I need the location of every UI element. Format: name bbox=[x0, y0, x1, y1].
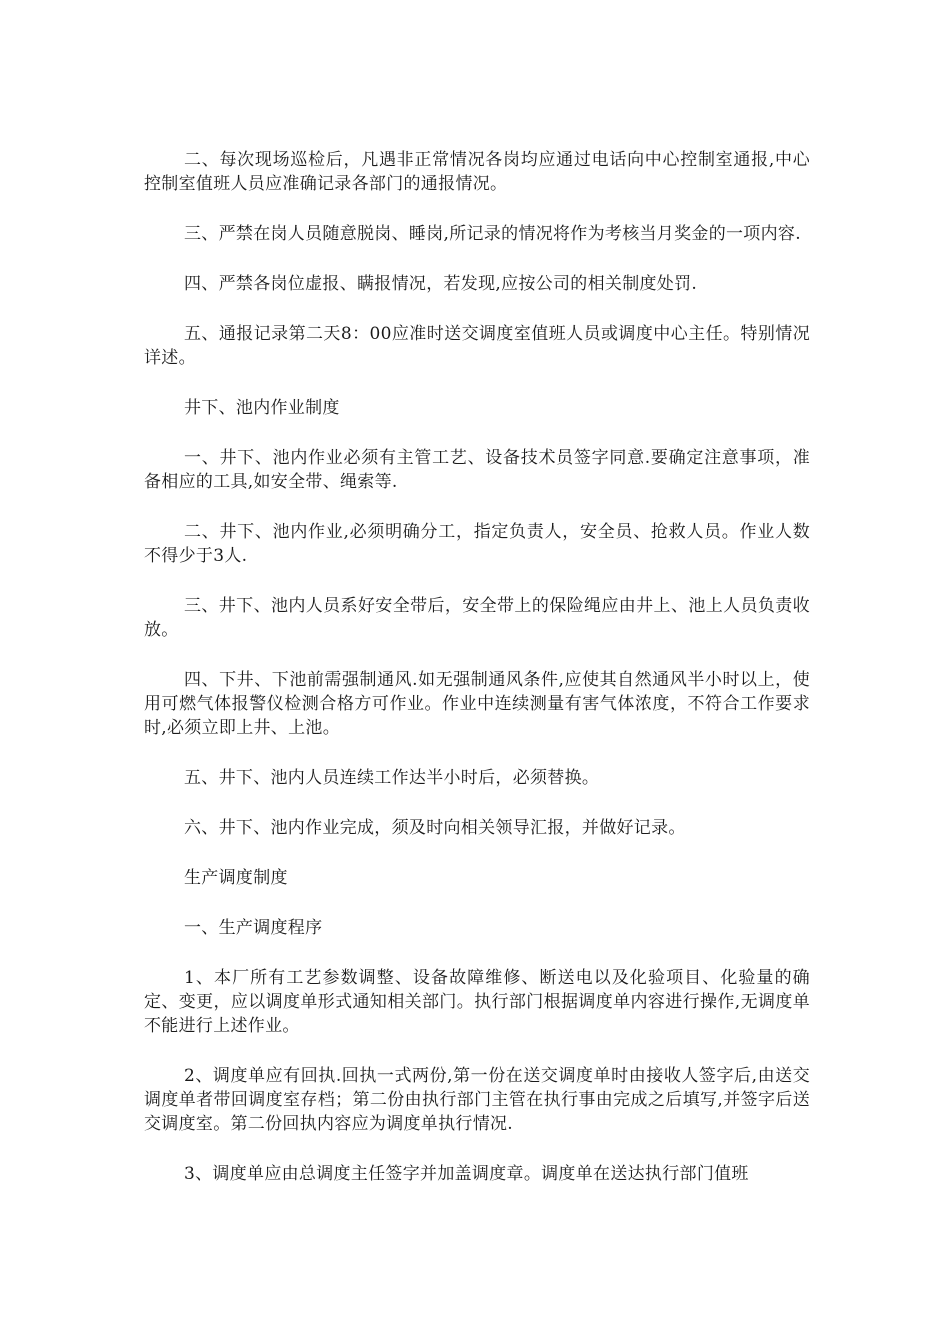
document-body bbox=[144, 148, 810, 1212]
paragraph-ventilation: 四、下井、下池前需强制通风.如无强制通风条件,应使其自然通风半小时以上，使用可燃气体报警仪检测合格方可作业。作业中连续测量有害气体浓度，不符合工作要求时,必须立即上井、上池。 bbox=[144, 670, 810, 738]
paragraph-division-of-labor: 二、井下、池内作业,必须明确分工，指定负责人，安全员、抢救人员。作业人数不得少于3人. bbox=[144, 522, 810, 566]
paragraph-completion-report: 六、井下、池内作业完成，须及时向相关领导汇报，并做好记录。 bbox=[184, 818, 686, 838]
paragraph-receipt: 2、调度单应有回执.回执一式两份,第一份在送交调度单时由接收人签字后,由送交调度单者带回调度室存档；第二份由执行部门主管在执行事由完成之后填写,并签字后送交调度室。第二份回执内容应为调度单执行情况. bbox=[144, 1066, 810, 1134]
paragraph-rotation: 五、井下、池内人员连续工作达半小时后，必须替换。 bbox=[184, 768, 600, 788]
paragraph-no-leaving-post: 三、严禁在岗人员随意脱岗、睡岗,所记录的情况将作为考核当月奖金的一项内容. bbox=[184, 224, 801, 244]
subsection-heading-dispatch-procedure: 一、生产调度程序 bbox=[184, 918, 323, 938]
paragraph-report-delivery: 五、通报记录第二天8：00应准时送交调度室值班人员或调度中心主任。特别情况详述。 bbox=[144, 324, 810, 368]
paragraph-no-false-report: 四、严禁各岗位虚报、瞒报情况，若发现,应按公司的相关制度处罚. bbox=[184, 274, 698, 294]
paragraph-inspection-report: 二、每次现场巡检后，凡遇非正常情况各岗均应通过电话向中心控制室通报,中心控制室值班人员应准确记录各部门的通报情况。 bbox=[144, 150, 810, 194]
paragraph-signature-seal: 3、调度单应由总调度主任签字并加盖调度章。调度单在送达执行部门值班 bbox=[184, 1164, 749, 1184]
section-heading-underground-work: 井下、池内作业制度 bbox=[184, 398, 340, 418]
paragraph-dispatch-order: 1、本厂所有工艺参数调整、设备故障维修、断送电以及化验项目、化验量的确定、变更，应以调度单形式通知相关部门。执行部门根据调度单内容进行操作,无调度单不能进行上述作业。 bbox=[144, 968, 810, 1036]
section-heading-dispatch-system: 生产调度制度 bbox=[184, 868, 288, 888]
paragraph-approval: 一、井下、池内作业必须有主管工艺、设备技术员签字同意.要确定注意事项，准备相应的工具,如安全带、绳索等. bbox=[144, 448, 810, 492]
paragraph-safety-belt: 三、井下、池内人员系好安全带后，安全带上的保险绳应由井上、池上人员负责收放。 bbox=[144, 596, 810, 640]
